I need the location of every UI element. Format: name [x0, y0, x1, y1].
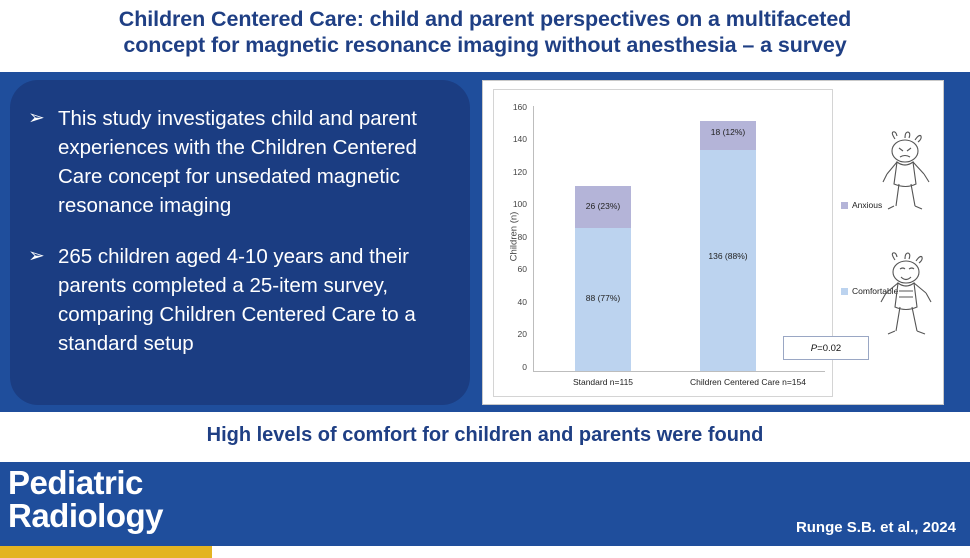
bar-label-ccc-comfortable: 136 (88%): [708, 251, 748, 261]
list-item: [28, 242, 450, 358]
y-tick-5: 100: [512, 199, 527, 209]
p-value-symbol: P: [810, 342, 818, 354]
bullet-text: This study investigates child and parent experiences with the Children Centered Care concept for unsedated magnetic resonance imaging: [58, 107, 417, 217]
list-item: [28, 104, 450, 220]
bullet-arrow-icon: ➢: [28, 245, 45, 267]
legend-swatch-anxious-icon: [841, 202, 848, 209]
y-tick-4: 80: [517, 232, 527, 242]
y-axis-line: [533, 106, 534, 371]
journal-brand-line1: Pediatric: [8, 464, 143, 501]
bar-label-standard-comfortable: 88 (77%): [585, 293, 621, 303]
y-tick-0: 0: [522, 362, 527, 372]
y-tick-8: 160: [512, 102, 527, 112]
bar-label-ccc-anxious: 18 (12%): [710, 127, 746, 137]
stacked-bar-chart: [483, 81, 943, 404]
x-axis-line: [533, 371, 825, 372]
p-value-number: =0.02: [817, 342, 842, 354]
footer-accent-bar: [0, 546, 212, 558]
child-doodle-comfortable-icon: [875, 251, 937, 337]
page-title-line2: concept for magnetic resonance imaging without anesthesia – a survey: [123, 33, 847, 57]
legend-label-anxious: Anxious: [852, 200, 883, 210]
y-tick-7: 140: [512, 134, 527, 144]
bar-label-standard-anxious: 26 (23%): [585, 201, 621, 211]
x-tick-standard: Standard n=115: [572, 377, 634, 387]
bullet-text: 265 children aged 4-10 years and their parents completed a 25-item survey, comparing Children Centered Care to a standard setup: [58, 245, 416, 355]
legend-label-comfortable: Comfortable: [852, 286, 899, 296]
journal-brand-line2: Radiology: [8, 497, 164, 534]
summary-panel: [10, 80, 470, 405]
chart-panel: [482, 80, 944, 405]
page-title-line1: Children Centered Care: child and parent perspectives on a multifaceted: [118, 7, 852, 31]
bullet-arrow-icon: ➢: [28, 107, 45, 129]
child-doodle-anxious-icon: [875, 131, 937, 211]
journal-brand: [8, 466, 163, 532]
y-tick-6: 120: [512, 167, 527, 177]
y-axis-label: Children (n): [508, 211, 520, 262]
y-tick-1: 20: [517, 329, 527, 339]
p-value-box: [783, 336, 869, 360]
x-tick-ccc: Children Centered Care n=154: [689, 377, 806, 387]
y-tick-2: 40: [517, 297, 527, 307]
citation-credit: Runge S.B. et al., 2024: [795, 519, 956, 536]
legend-swatch-comfortable-icon: [841, 288, 848, 295]
y-tick-3: 60: [517, 264, 527, 274]
key-finding-statement: High levels of comfort for children and parents were found: [206, 424, 764, 446]
page-title: [0, 6, 970, 58]
plot-area-border: [493, 89, 833, 397]
